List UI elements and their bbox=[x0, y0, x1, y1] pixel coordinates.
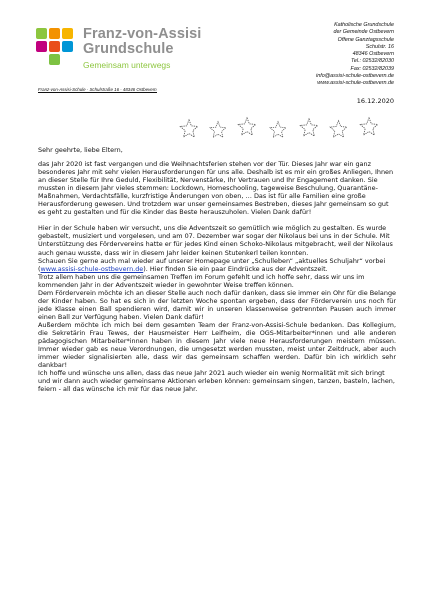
logo-square bbox=[49, 41, 60, 52]
logo-square bbox=[36, 41, 47, 52]
logo-square bbox=[62, 41, 73, 52]
address-line: 48346 Ostbevern bbox=[352, 51, 394, 58]
logo-square bbox=[49, 54, 60, 65]
star-icon bbox=[236, 116, 258, 138]
star-icon bbox=[208, 120, 228, 140]
school-tagline: Gemeinsam unterwegs bbox=[83, 60, 171, 70]
paragraph-foerderverein: Dem Förderverein möchte ich an dieser Stelle auch noch dafür danken, dass sie immer ein Ohr für die Belange der Kinder haben. So hat es sich in der letzten Woche spontan ergeben, dass der Förderverein uns noch für jede Klasse einen Ball spendieren wird, damit wir in unseren klassenweise getrennten Pausen auch immer einen Ball zur Verfügung haben. Vielen Dank dafür! bbox=[38, 288, 396, 321]
paragraph-intro: das Jahr 2020 ist fast vergangen und die Weihnachtsferien stehen vor der Tür. Dieses Jahr war ein ganz besonderes Jahr mit sehr vielen Herausforderungen für uns alle. Deshalb ist es mir ein großes Anliegen, Ihnen an dieser Stelle für Ihre Geduld, Flexibilität, Nervenstärke, Ihr Vertrauen und Ihr Engagement danken. Sie mussten in diesem Jahr vieles stemmen: Lockdown, Homeschooling, tageweise Beschulung, Quarantäne-Maßnahmen, Verdachtsfälle, kurzfristige Änderungen von oben, … Das ist für alle Familien eine große Herausforderung gewesen. Und trotzdem war unser gemeinsames Bestreben, dieses Jahr gemeinsam so gut es geht zu gestalten und für die Kinder das Beste herauszuholen. Vielen Dank dafür! bbox=[38, 160, 394, 217]
address-line: www.assisi-schule-ostbevern.de bbox=[317, 80, 394, 87]
homepage-link[interactable]: www.assisi-schule-ostbevern.de bbox=[40, 264, 144, 273]
school-name bbox=[83, 27, 201, 57]
star-icon bbox=[178, 118, 200, 140]
school-logo bbox=[36, 22, 226, 80]
star-icon bbox=[328, 119, 349, 140]
star-icon bbox=[358, 116, 380, 138]
address-line: info@assisi-schule-ostbevern.de bbox=[316, 73, 394, 80]
letter-date: 16.12.2020 bbox=[356, 97, 394, 105]
address-line: Offene Ganztagsschule bbox=[337, 36, 394, 43]
address-line: Schulstr. 16 bbox=[365, 43, 394, 50]
star-icon bbox=[268, 120, 288, 140]
homepage-text-after: ). Hier finden Sie ein paar Eindrücke aus der Adventszeit. bbox=[143, 264, 328, 273]
school-address bbox=[316, 22, 394, 88]
sender-line: Franz-von-Assisi-Schule · Schulstraße 16 · 48346 Ostbevern bbox=[38, 87, 157, 92]
greeting: Sehr geehrte, liebe Eltern, bbox=[38, 146, 123, 154]
decorative-stars bbox=[178, 114, 388, 144]
paragraph-wishes: Ich hoffe und wünsche uns allen, dass das neue Jahr 2021 auch wieder ein wenig Normalität mit sich bringt und wir dann auch wieder gemeinsame Aktionen erleben können: gemeinsam singen, tanzen, basteln, lachen, feiern - all das wünsche ich mir für das neue Jahr. bbox=[38, 369, 395, 394]
address-line: Tel.: 02532/82030 bbox=[351, 58, 394, 65]
star-icon bbox=[298, 117, 320, 139]
paragraph-advent: Hier in der Schule haben wir versucht, uns die Adventszeit so gemütlich wie möglich zu gestalten. Es wurde gebastelt, musiziert und vorgelesen, und am 07. Dezember war sogar der Nikolaus bei uns in der Schule. Mit Unterstützung des Fördervereins hatte er für jedes Kind einen Schoko-Nikolaus mitgebracht, weil der Nikolaus auch genau wusste, dass wir in diesem Jahr leider keinen Stutenkerl teilen konnten. bbox=[38, 224, 393, 257]
letter-body bbox=[38, 146, 396, 393]
logo-square bbox=[49, 28, 60, 39]
logo-square bbox=[36, 28, 47, 39]
address-line: Katholische Grundschule bbox=[334, 22, 394, 28]
address-line: Fax: 02532/82039 bbox=[350, 65, 394, 72]
logo-mark bbox=[36, 28, 76, 72]
address-line: der Gemeinde Ostbevern bbox=[333, 29, 394, 36]
paragraph-homepage bbox=[38, 257, 396, 273]
logo-square bbox=[62, 28, 73, 39]
homepage-text-before: Schauen Sie gerne auch mal wieder auf unserer Homepage unter „Schulleben“ „aktuelles Schuljahr“ vorbei ( bbox=[38, 256, 386, 273]
paragraph-forum: Trotz allem haben uns die gemeinsamen Treffen im Forum gefehlt und ich hoffe sehr, dass wir uns im kommenden Jahr in der Adventszeit wieder in gewohnter Weise treffen können. bbox=[38, 272, 365, 289]
school-name-line2: Grundschule bbox=[83, 41, 174, 57]
school-name-line1: Franz-von-Assisi bbox=[83, 26, 202, 42]
paragraph-team: Außerdem möchte ich mich bei dem gesamten Team der Franz-von-Assisi-Schule bedanken. Das Kollegium, die Sekretärin Frau Tewes, der Hausmeister Herr Leifheim, die OGS-Mitarbeiter*innen und alle anderen pädagogischen Mitarbeiter*innen haben in diesem Jahr viele neue Herausforderungen meistern müssen. Immer wieder gab es neue Verordnungen, die umgesetzt werden mussten, meist unter Zeitdruck, aber auch immer wieder signalisierten alle, dass wir das gemeinsam schaffen werden. Dafür bin ich wirklich sehr dankbar! bbox=[38, 320, 396, 370]
